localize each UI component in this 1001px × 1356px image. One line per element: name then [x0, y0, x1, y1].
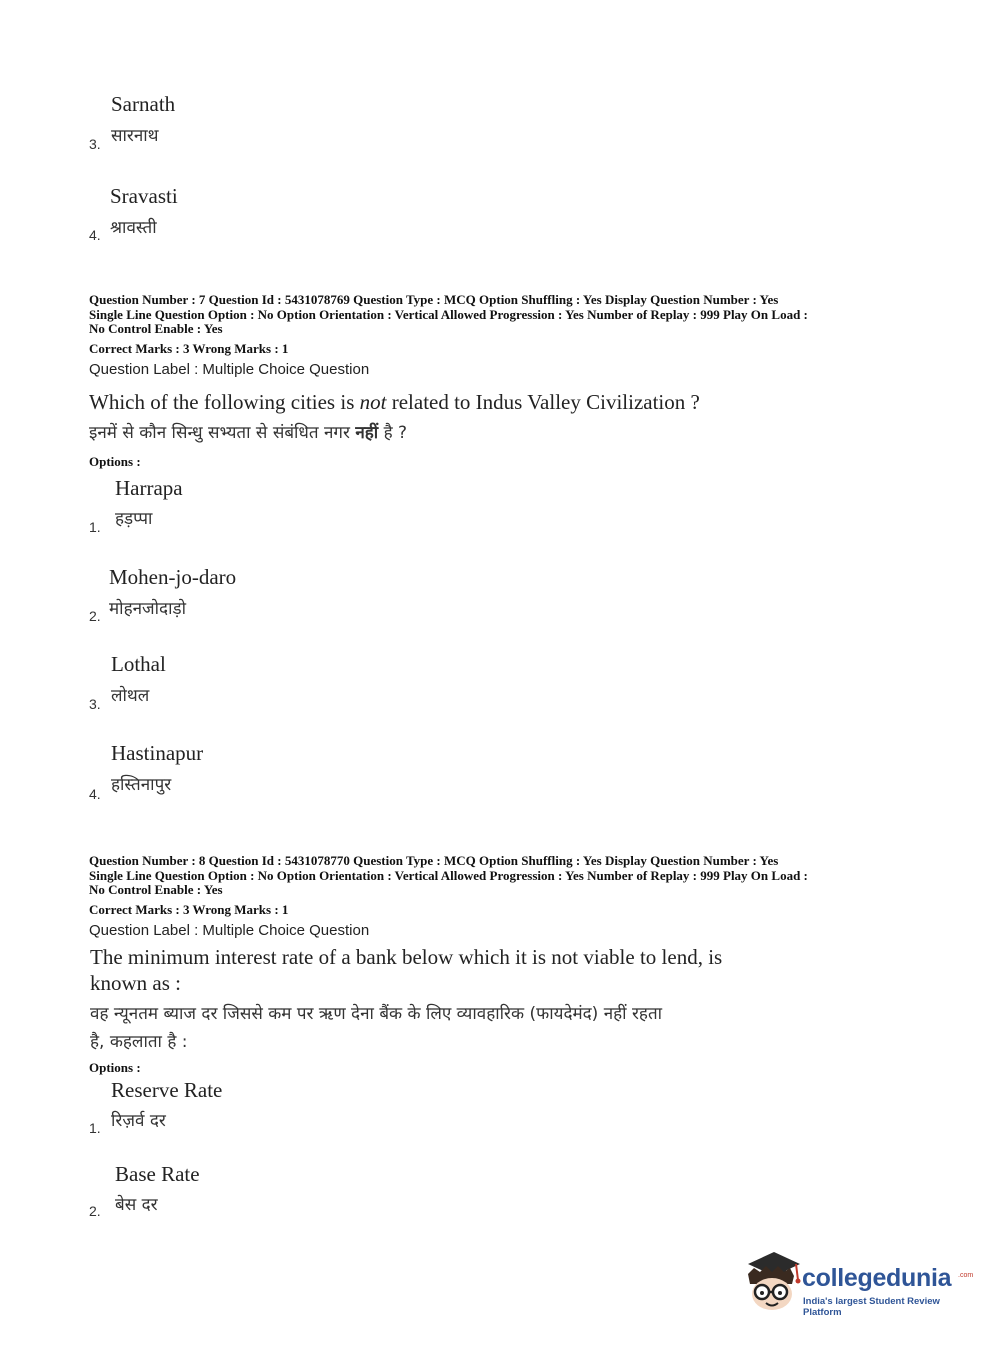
q7-option-1-hindi: हड़प्पा [115, 509, 153, 529]
q7-options-label: Options : [89, 454, 141, 469]
q7-option-2-number: 2. [89, 608, 101, 624]
q7-option-4-english: Hastinapur [111, 741, 204, 765]
option-3-hindi: सारनाथ [111, 126, 159, 146]
option-4-hindi: श्रावस्ती [110, 218, 157, 238]
q8-marks: Correct Marks : 3 Wrong Marks : 1 [89, 902, 289, 917]
q8-question-text-hindi-line2: है, कहलाता है : [90, 1032, 188, 1052]
q7-option-2-hindi: मोहनजोदाड़ो [109, 599, 186, 619]
collegedunia-logo [742, 1250, 974, 1318]
q7-meta-line: No Control Enable : Yes [89, 321, 223, 336]
logo-suffix: .com [958, 1272, 974, 1279]
q8-metadata [89, 854, 919, 898]
option-4-number: 4. [89, 227, 101, 243]
mascot-icon [742, 1250, 802, 1312]
q7-marks: Correct Marks : 3 Wrong Marks : 1 [89, 341, 289, 356]
logo-tagline: India's largest Student Review Platform [803, 1296, 940, 1318]
q7-meta-line: Single Line Question Option : No Option Orientation : Vertical Allowed Progression : Yes Number of Replay : 999 Play On Load : [89, 306, 808, 322]
q7-question-label: Question Label : Multiple Choice Question [89, 361, 370, 378]
q7-option-3-hindi: लोथल [111, 686, 150, 706]
q8-question-text-english-line1: The minimum interest rate of a bank below which it is not viable to lend, is [90, 945, 723, 969]
option-3-number: 3. [89, 136, 101, 152]
q7-option-1-number: 1. [89, 519, 101, 535]
q8-option-2-english: Base Rate [115, 1162, 200, 1186]
q7-meta-line: Question Number : 7 Question Id : 5431078769 Question Type : MCQ Option Shuffling : Yes Display Question Number : Yes [89, 292, 779, 307]
q8-meta-line: Question Number : 8 Question Id : 5431078770 Question Type : MCQ Option Shuffling : Yes Display Question Number : Yes [89, 853, 779, 868]
q8-meta-line: Single Line Question Option : No Option Orientation : Vertical Allowed Progression : Yes Number of Replay : 999 Play On Load : [89, 867, 808, 883]
q7-option-3-english: Lothal [111, 652, 166, 676]
q7-option-2-english: Mohen-jo-daro [109, 565, 237, 589]
q8-meta-line: No Control Enable : Yes [89, 882, 223, 897]
option-3-english: Sarnath [111, 92, 176, 116]
q8-option-1-hindi: रिज़र्व दर [111, 1111, 166, 1131]
q7-option-4-number: 4. [89, 786, 101, 802]
q8-option-1-english: Reserve Rate [111, 1078, 223, 1102]
q8-options-label: Options : [89, 1060, 141, 1075]
q7-question-text-english: Which of the following cities is not related to Indus Valley Civilization ? [89, 390, 700, 414]
q7-metadata [89, 293, 919, 337]
option-4-english: Sravasti [110, 184, 178, 208]
q8-option-2-hindi: बेस दर [115, 1195, 158, 1215]
logo-name: collegedunia [802, 1264, 952, 1292]
q7-option-4-hindi: हस्तिनापुर [111, 775, 172, 795]
q7-option-1-english: Harrapa [115, 476, 183, 500]
q8-option-2-number: 2. [89, 1203, 101, 1219]
q7-option-3-number: 3. [89, 696, 101, 712]
q8-question-text-english-line2: known as : [90, 971, 181, 995]
q7-question-text-hindi: इनमें से कौन सिन्धु सभ्यता से संबंधित नगर नहीं है ? [89, 423, 408, 443]
q8-question-label: Question Label : Multiple Choice Question [89, 922, 370, 939]
q8-question-text-hindi-line1: वह न्यूनतम ब्याज दर जिससे कम पर ऋण देना बैंक के लिए व्यावहारिक (फायदेमंद) नहीं रहता [90, 1004, 663, 1024]
q8-option-1-number: 1. [89, 1120, 101, 1136]
